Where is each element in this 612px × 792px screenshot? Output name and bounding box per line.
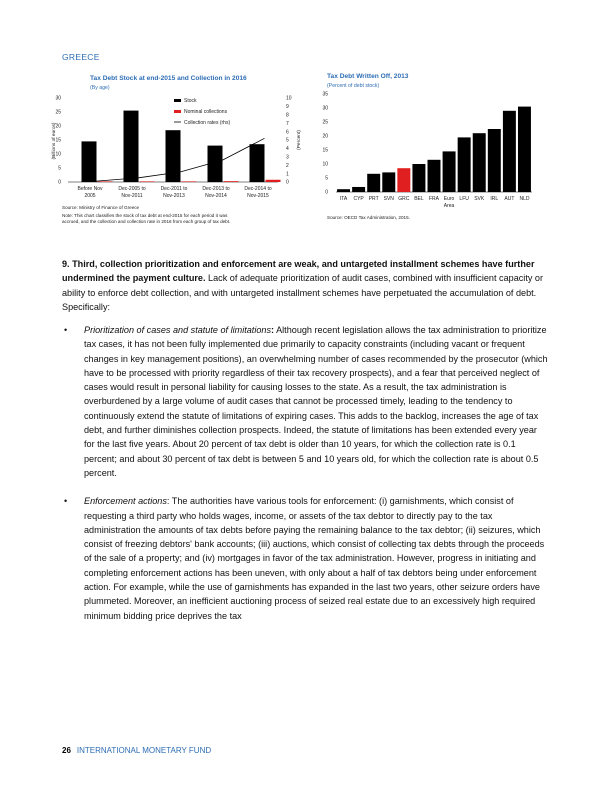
legend-rate-label: Collection rates (rhs) <box>184 120 231 126</box>
country-bar <box>518 107 531 192</box>
category-label: 2005 <box>84 193 96 199</box>
left-y-tick-label: 30 <box>55 95 61 102</box>
right-y-axis-label: (Percent) <box>297 130 302 150</box>
collections-bar <box>266 180 281 182</box>
bullet-marker: • <box>64 325 68 335</box>
country-label: Euro <box>443 196 455 202</box>
right-chart <box>322 88 542 216</box>
country-bar <box>473 133 486 192</box>
right-y-tick-label: 9 <box>286 104 289 111</box>
collections-bar <box>140 181 155 182</box>
bullet-prioritization <box>62 323 550 480</box>
bullet-enforcement-text: : The authorities have various tools for enforcement: (i) garnishments, which consist of requesting a third party who holds wages, income, or assets of the tax debtor to directly pay to the tax administration the amounts of tax debts before paying the remaining balance to the tax debtor; (ii) seizures, which consist of freezing debtors' bank accounts; (iii) auctions, which consist of collecting tax debts through the proceeds of the sale of a property; and (iv) mortgages in favor of the tax administration. However, progress in initiating and completing enforcement actions has been uneven, with only about a half of tax debtors being under enforcement action. For example, while the use of garnishments has expanded in the last two years, other seizure orders have plummeted. Moreover, an inefficient auctioning process of seized real estate due to an excessively high required minimum bidding price deprives the tax <box>84 496 545 621</box>
country-bar <box>382 172 395 192</box>
right-y-tick-label: 0 <box>286 179 289 186</box>
paragraph-9 <box>62 257 550 314</box>
country-bar <box>443 151 456 192</box>
page-footer <box>62 746 211 755</box>
left-chart-note-1: Note: This chart classifies the stock of tax debt at end-2015 for each period it was <box>62 213 228 218</box>
y-tick-label: 25 <box>322 119 328 126</box>
right-y-tick-label: 5 <box>286 137 289 144</box>
country-label: LFU <box>459 196 469 202</box>
bullet-prioritization-text: Although recent legislation allows the tax administration to prioritize tax cases, it has not been fully implemented due primarily to capacity constraints (including vacant or frequent changes in key management positions), an overwhelming number of cases recommended by the prosecutor (which have to be processed with priority regardless of their tax recovery prospects), and a fear that perceived neglect of cases would result in personal liability for causing losses to the state. As a result, the tax administration is overburdened by a large volume of audit cases that cannot be processed timely, leading to the tendency to continuously extend the statute of limitations of expiring cases. This adds to the backlog, increases the age of tax debt, and further diminishes collection prospects. Indeed, the statute of limitations has been extended every year for the last five years. About 20 percent of tax debt is older than 10 years, for which the collection rate is 0.1 percent; and about 30 percent of tax debt is between 5 and 10 years old, for which the collection rate is about 0.5 percent. <box>84 325 548 478</box>
country-label: AUT <box>504 196 515 202</box>
collections-bar <box>224 181 239 182</box>
bullet-enforcement <box>62 494 550 623</box>
legend-collections-label: Nominal collections <box>184 109 228 115</box>
y-tick-label: 20 <box>322 133 328 140</box>
y-tick-label: 5 <box>325 175 328 182</box>
category-label: Dec-2011 to <box>160 186 188 192</box>
country-label: NLD <box>519 196 530 202</box>
right-y-tick-label: 2 <box>286 162 289 169</box>
right-y-tick-label: 7 <box>286 120 289 127</box>
legend-stock-label: Stock <box>184 98 197 104</box>
left-y-tick-label: 0 <box>58 179 61 186</box>
bullet-prioritization-colon: : <box>271 325 275 335</box>
category-label: Nov-2013 <box>163 193 185 199</box>
country-bar <box>503 111 516 192</box>
grc-bar <box>397 168 410 192</box>
country-label: ITA <box>339 196 348 202</box>
right-y-tick-label: 6 <box>286 129 289 136</box>
left-chart-title: Tax Debt Stock at end-2015 and Collection in 2016 <box>90 75 247 82</box>
category-label: Dec-2013 to <box>202 186 230 192</box>
left-y-tick-label: 15 <box>55 137 61 144</box>
legend-stock-swatch <box>174 99 181 102</box>
country-label: GRC <box>398 196 410 202</box>
bullet-enforcement-lead: Enforcement actions <box>84 496 167 507</box>
left-y-tick-label: 5 <box>58 165 61 172</box>
collections-bar <box>182 181 197 182</box>
page-number: 26 <box>62 746 71 755</box>
bullet-prioritization-lead: Prioritization of cases and statute of limitations <box>84 325 272 335</box>
collections-bar <box>98 181 113 182</box>
left-y-tick-label: 25 <box>55 109 61 116</box>
stock-bar <box>250 144 265 182</box>
left-chart-note-2: accrued, and the collection and collection rate in 2016 from each group of tax debt. <box>62 219 231 224</box>
paragraph-9-body: Lack of adequate prioritization of audit cases, combined with insufficient capacity or ability to enforce debt collection, and with untargeted installment schemes have perpetuated the accumulation of debt. Specifically: <box>62 273 544 312</box>
left-y-tick-label: 20 <box>55 123 61 130</box>
country-label: CYP <box>353 196 364 202</box>
country-bar <box>367 174 380 192</box>
country-bar <box>352 187 365 192</box>
stock-bar <box>82 141 97 182</box>
country-label: SVN <box>383 196 394 202</box>
country-bar <box>428 160 441 192</box>
y-tick-label: 10 <box>322 161 328 168</box>
country-label: FRA <box>429 196 439 202</box>
left-y-axis-label: (Billions of euros) <box>52 122 57 160</box>
country-bar <box>337 189 350 192</box>
bullet-list <box>62 323 550 623</box>
left-chart-subtitle: (By age) <box>90 85 110 91</box>
right-chart-source: Source: OECD Tax Administration, 2015. <box>327 215 410 220</box>
legend-collections-swatch <box>174 110 181 113</box>
y-tick-label: 35 <box>322 91 328 98</box>
category-label: Nov-2014 <box>205 193 227 199</box>
category-label: Before Nov <box>77 186 103 192</box>
footer-org: INTERNATIONAL MONETARY FUND <box>76 746 212 755</box>
right-y-tick-label: 1 <box>286 171 289 178</box>
y-tick-label: 15 <box>322 147 328 154</box>
stock-bar <box>124 111 139 182</box>
right-chart-subtitle: (Percent of debt stock) <box>327 83 380 89</box>
category-label: Dec-2005 to <box>118 186 146 192</box>
left-chart-source: Source: Ministry of Finance of Greece <box>62 205 140 210</box>
country-bar <box>412 164 425 192</box>
stock-bar <box>166 130 181 182</box>
country-bar <box>458 137 471 192</box>
y-tick-label: 30 <box>322 105 328 112</box>
right-y-tick-label: 4 <box>286 146 289 153</box>
category-label: Nov-2011 <box>121 193 143 199</box>
page-header: GREECE <box>62 52 100 62</box>
country-label: BEL <box>414 196 424 202</box>
category-label: Dec-2014 to <box>244 186 272 192</box>
country-label: SVK <box>474 196 485 202</box>
country-bar <box>488 129 501 192</box>
left-chart <box>46 90 306 210</box>
country-label: IRL <box>490 196 499 202</box>
paragraph-9-lead: 9. Third, collection prioritization and enforcement are weak, and untargeted installment schemes have further undermined the payment culture. <box>62 259 535 284</box>
right-chart-title: Tax Debt Written Off, 2013 <box>327 73 409 80</box>
country-label-line2: Area <box>443 203 455 209</box>
right-y-tick-label: 8 <box>286 112 289 119</box>
right-y-tick-label: 10 <box>286 95 292 102</box>
left-y-tick-label: 10 <box>55 151 61 158</box>
right-y-tick-label: 3 <box>286 154 289 161</box>
category-label: Nov-2015 <box>247 193 269 199</box>
y-tick-label: 0 <box>325 189 328 196</box>
country-label: PRT <box>368 196 379 202</box>
bullet-marker: • <box>64 496 68 507</box>
